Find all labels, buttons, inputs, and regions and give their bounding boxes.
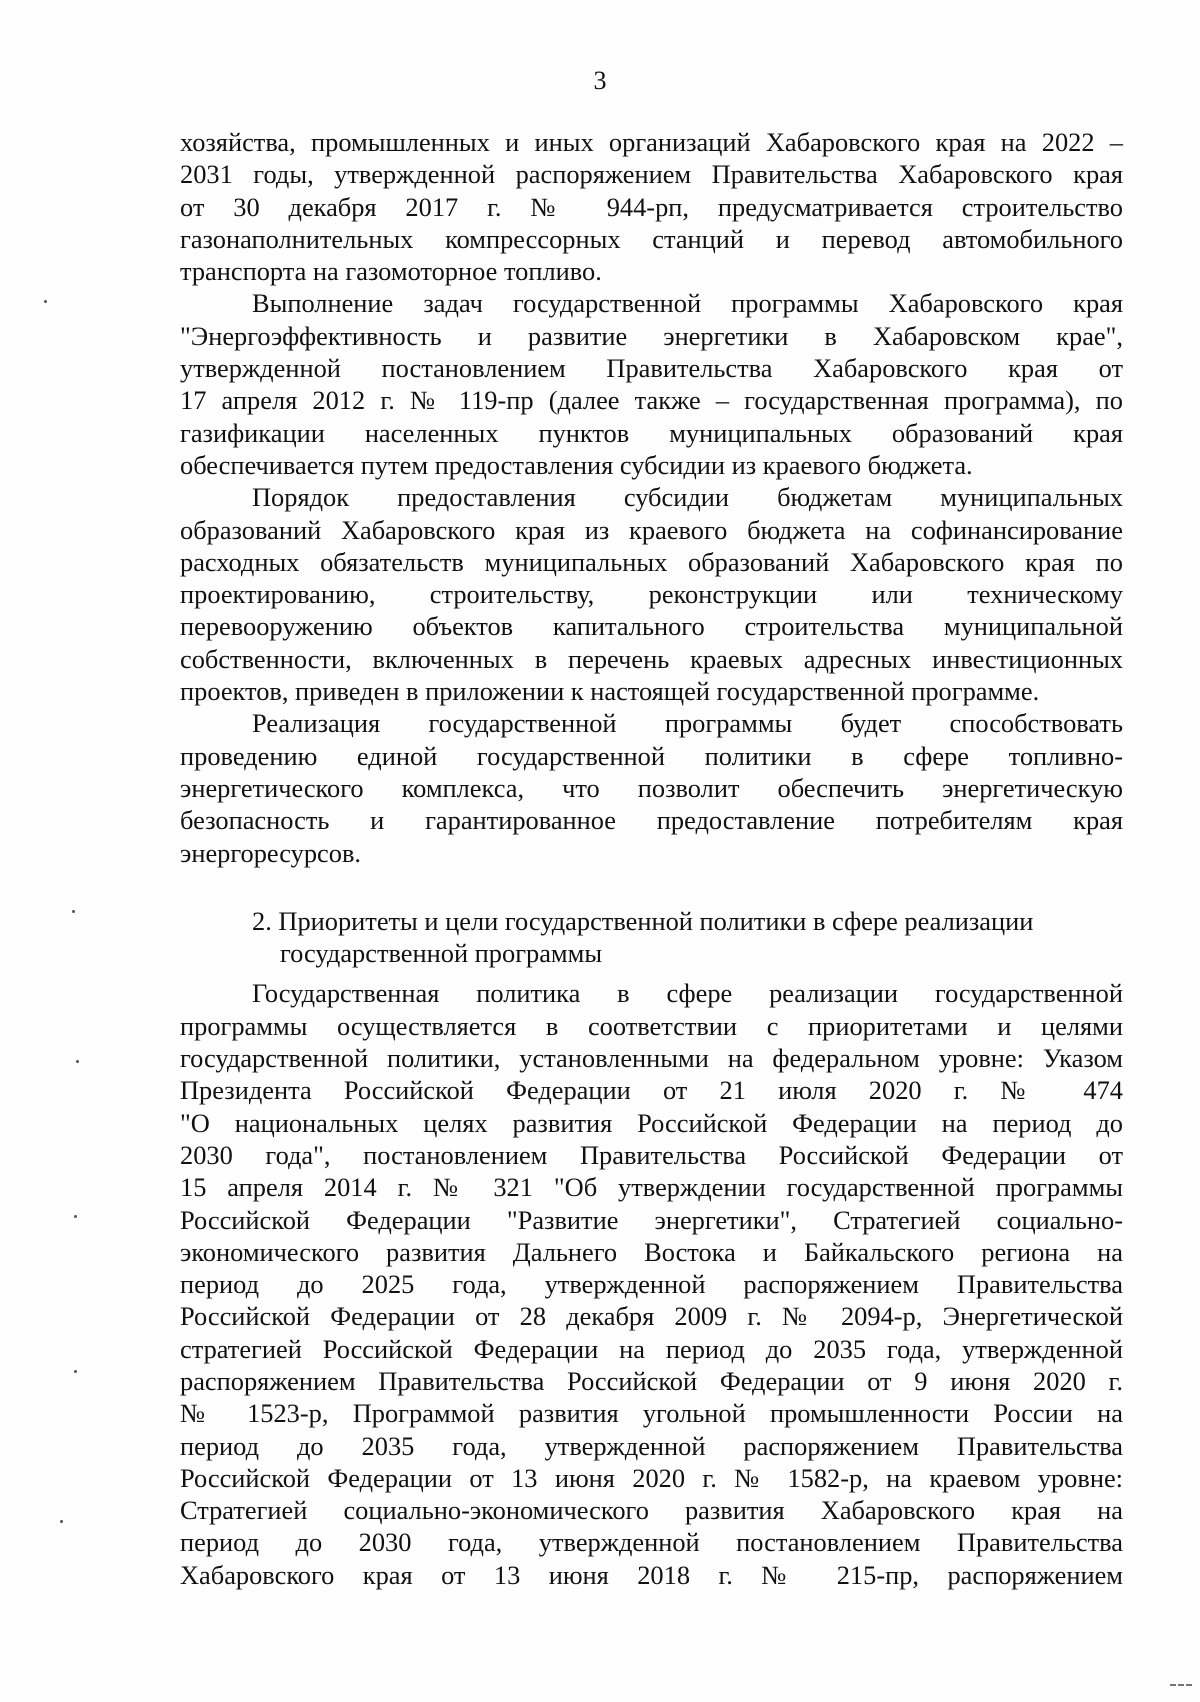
text-line: от 30 декабря 2017 г. № 944-рп, предусматривается строительство [180,191,1123,222]
text-line: распоряжением Правительства Российской Федерации от 9 июня 2020 г. [180,1365,1123,1396]
text-line: период до 2025 года, утвержденной распоряжением Правительства [180,1269,1123,1300]
text-line: хозяйства, промышленных и иных организаций Хабаровского края на 2022 – [180,127,1123,157]
text-line: перевооружению объектов капитального строительства муниципальной [180,611,1123,642]
scan-dot [74,1370,77,1373]
text-line: газонаполнительных компрессорных станций и перевод автомобильного [180,223,1123,254]
text-line: проектов, приведен в приложении к настоящей государственной программе. [180,676,1040,707]
text-line: Хабаровского края от 13 июня 2018 г. № 215-пр, распоряжением [180,1559,1123,1590]
text-line: Стратегией социально-экономического развития Хабаровского края на [180,1495,1123,1526]
text-line: Государственная политика в сфере реализации государственной [252,978,1123,1009]
scan-dot [72,910,75,913]
document-body [180,126,1123,1591]
text-line: газификации населенных пунктов муниципальных образований края [180,417,1123,448]
paragraph [180,707,1123,868]
text-line: расходных обязательств муниципальных образований Хабаровского края по [180,546,1123,577]
text-line: 17 апреля 2012 г. № 119-пр (далее также – государственная программа), по [180,385,1123,416]
text-line: Российской Федерации от 28 декабря 2009 г. № 2094-р, Энергетической [180,1301,1123,1332]
text-line: государственной политики, установленными на федеральном уровне: Указом [180,1043,1123,1074]
text-line: период до 2035 года, утвержденной распоряжением Правительства [180,1430,1123,1461]
scan-dot [74,1215,77,1218]
text-line: утвержденной постановлением Правительства Хабаровского края от [180,353,1123,384]
scan-dot [76,1060,79,1063]
text-line: энергетического комплекса, что позволит обеспечить энергетическую [180,772,1123,803]
text-line: безопасность и гарантированное предоставление потребителям края [180,805,1123,836]
paragraph [180,126,1123,287]
text-line: обеспечивается путем предоставления субсидии из краевого бюджета. [180,449,973,480]
text-line: Реализация государственной программы будет способствовать [252,708,1123,739]
section-heading [180,905,1123,970]
text-line: № 1523-р, Программой развития угольной промышленности России на [180,1398,1123,1429]
paragraph [180,287,1123,481]
heading-line: 2. Приоритеты и цели государственной политики в сфере реализации [252,905,1034,936]
text-line: 2031 годы, утвержденной распоряжением Правительства Хабаровского края [180,159,1123,190]
heading-line: государственной программы [280,938,603,969]
paragraph [180,481,1123,707]
text-line: Выполнение задач государственной программы Хабаровского края [252,288,1123,319]
text-line: Порядок предоставления субсидии бюджетам муниципальных [252,482,1123,513]
text-line: проектированию, строительству, реконструкции или техническому [180,579,1123,610]
text-line: стратегией Российской Федерации на период до 2035 года, утвержденной [180,1333,1123,1364]
page-number: 3 [593,66,607,95]
text-line: экономического развития Дальнего Востока и Байкальского региона на [180,1236,1123,1267]
text-line: Президента Российской Федерации от 21 июля 2020 г. № 474 [180,1075,1123,1106]
text-line: "О национальных целях развития Российской Федерации на период до [180,1107,1123,1138]
text-line: программы осуществляется в соответствии с приоритетами и целями [180,1010,1123,1041]
text-line: Российской Федерации от 13 июня 2020 г. № 1582-р, на краевом уровне: [180,1462,1123,1493]
text-line: собственности, включенных в перечень краевых адресных инвестиционных [180,643,1123,674]
text-line: проведению единой государственной политики в сфере топливно- [180,740,1123,771]
text-line: транспорта на газомоторное топливо. [180,256,602,287]
text-line: Российской Федерации "Развитие энергетики", Стратегией социально- [180,1204,1123,1235]
text-line: энергоресурсов. [180,837,362,868]
text-line: "Энергоэффективность и развитие энергетики в Хабаровском крае", [180,320,1123,351]
text-line: образований Хабаровского края из краевого бюджета на софинансирование [180,514,1123,545]
paragraphs-before-heading [180,126,1123,869]
scan-edge-mark [1170,1684,1192,1688]
paragraph [180,977,1123,1591]
paragraphs-after-heading [180,977,1123,1591]
scan-dot [44,300,47,303]
text-line: период до 2030 года, утвержденной постановлением Правительства [180,1527,1123,1558]
scan-dot [60,1520,63,1523]
text-line: 15 апреля 2014 г. № 321 "Об утверждении государственной программы [180,1172,1123,1203]
text-line: 2030 года", постановлением Правительства Российской Федерации от [180,1139,1123,1170]
